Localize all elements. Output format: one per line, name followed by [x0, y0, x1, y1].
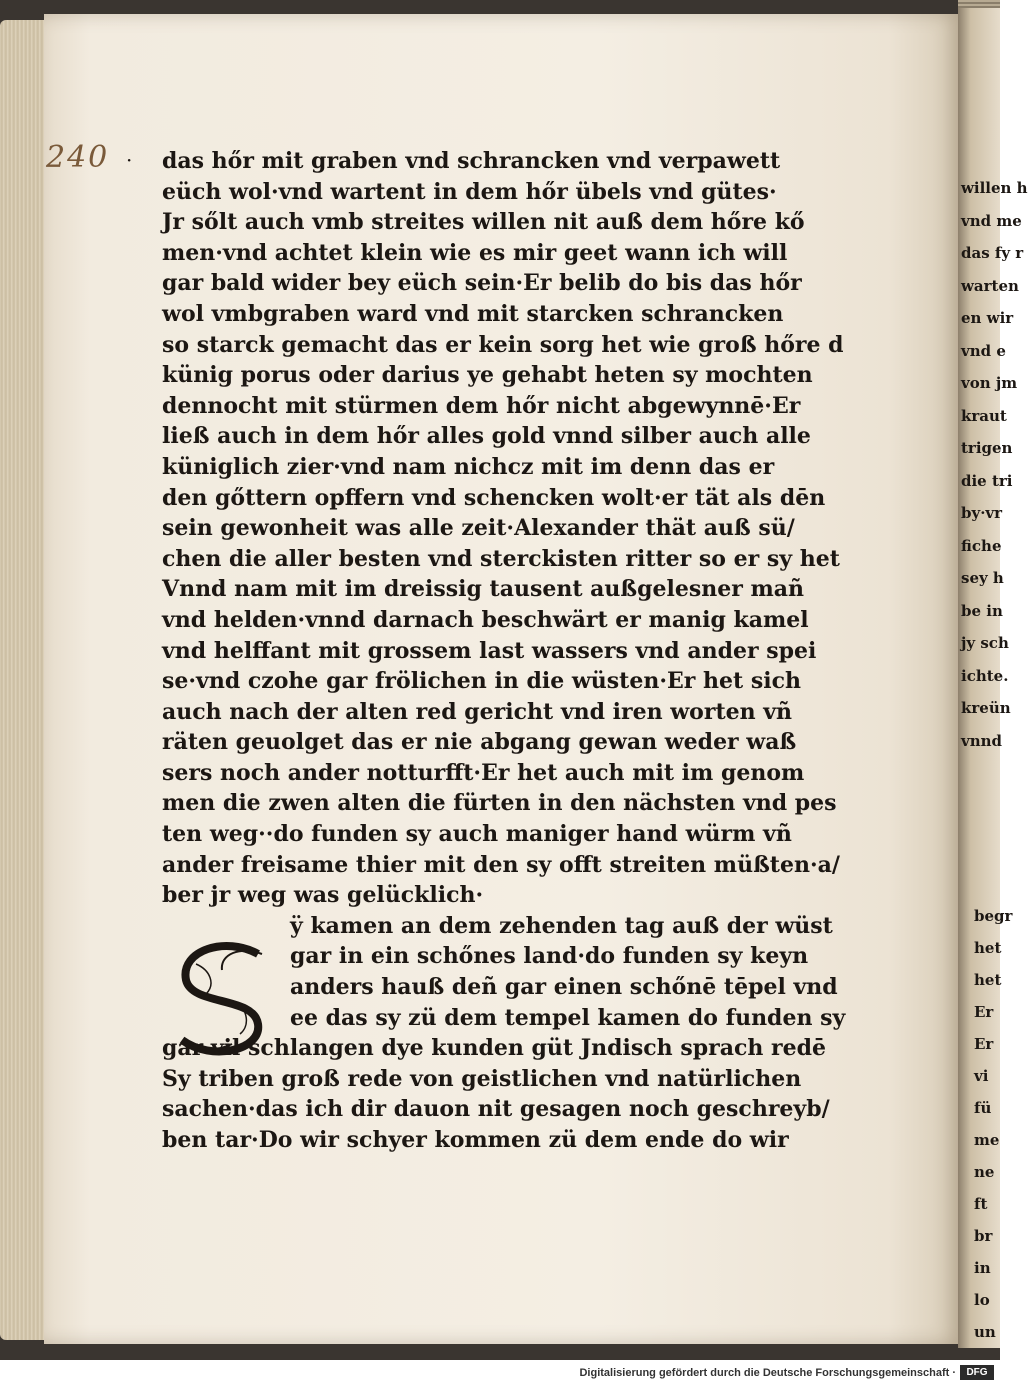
facing-text-line: by·vr [961, 504, 1003, 522]
text-line: vnd helden·vnnd darnach beschwärt er manig kamel [162, 606, 809, 633]
folio-dot: · [126, 148, 133, 172]
facing-text-line: vnd e [961, 341, 1006, 360]
facing-text-line: be in [961, 601, 1003, 620]
page-body-text [162, 146, 846, 1156]
facing-text-line: het [974, 939, 1002, 957]
text-line: Vnnd nam mit im dreissig tausent außgelesner mañ [162, 576, 805, 603]
text-line: ließ auch in dem hőr alles gold vnnd silber auch alle [162, 423, 811, 450]
facing-text-line: br [974, 1227, 993, 1245]
facing-text-line: ichte. [961, 666, 1009, 685]
facing-text-line: kraut [961, 406, 1007, 425]
text-line: ee das sy zü dem tempel kamen do funden sy [290, 1004, 846, 1031]
text-line: ÿ kamen an dem zehenden tag auß der wüst [290, 912, 833, 939]
facing-text-line: Er [974, 1003, 994, 1021]
facing-text-line: begr [974, 907, 1013, 925]
facing-text-line: fü [974, 1099, 992, 1117]
footer-bar [0, 1360, 1000, 1387]
text-line: se·vnd czohe gar frölichen in die wüsten·Er het sich [162, 668, 801, 695]
facing-text-line: in [974, 1259, 991, 1277]
text-line: dennocht mit stürmen dem hőr nicht abgewynnē·Er [162, 392, 801, 419]
text-line: sachen·das ich dir dauon nit gesagen noch geschreyb/ [162, 1096, 830, 1123]
text-line: ten weg··do funden sy auch maniger hand würm vñ [162, 821, 792, 848]
funding-credit: Digitalisierung gefördert durch die Deutsche Forschungsgemeinschaft · [579, 1367, 956, 1379]
text-line: küniglich zier·vnd nam nichcz mit im denn das er [162, 453, 775, 480]
facing-page-text-lower [974, 900, 1013, 1348]
facing-text-line: ne [974, 1163, 995, 1181]
text-line: ander freisame thier mit den sy offt streiten müßten·a/ [162, 851, 840, 878]
facing-text-line: het [974, 971, 1002, 989]
text-line: sein gewonheit was alle zeit·Alexander thät auß sü/ [162, 515, 795, 542]
facing-text-line: von jm [961, 374, 1018, 392]
text-line: anders hauß deñ gar einen schőnē tēpel vnd [290, 974, 838, 1001]
facing-text-line: kreün [961, 699, 1011, 717]
facing-text-line: un [974, 1323, 996, 1341]
facing-text-line: vnnd [961, 731, 1003, 750]
text-line: gar vil schlangen dye kunden güt Jndisch sprach redē [162, 1035, 826, 1062]
text-line: eüch wol·vnd wartent in dem hőr übels vnd gütes· [162, 178, 777, 205]
facing-text-line: Er [974, 1035, 994, 1053]
folio-number: 240 [46, 140, 110, 175]
facing-text-line: me [974, 1131, 1000, 1149]
text-line: künig porus oder darius ye gehabt heten sy mochten [162, 362, 813, 389]
facing-page-text [961, 172, 1028, 757]
text-line: räten geuolget das er nie abgang gewan weder waß [162, 729, 797, 756]
facing-text-line: das fy r [961, 244, 1024, 262]
facing-text-line: lo [974, 1291, 990, 1309]
facing-text-line: trigen [961, 439, 1013, 457]
text-line: ben tar·Do wir schyer kommen zü dem ende do wir [162, 1127, 789, 1153]
facing-text-line: fiche [961, 536, 1002, 555]
text-line: men die zwen alten die fürten in den nächsten vnd pes [162, 790, 837, 817]
facing-text-line: vnd me [961, 211, 1022, 230]
text-line: Jr sőlt auch vmb streites willen nit auß dem hőre kő [162, 209, 805, 236]
dfg-logo: DFG [960, 1365, 994, 1380]
text-line: das hőr mit graben vnd schrancken vnd verpawett [162, 148, 781, 174]
text-line: ber jr weg was gelücklich· [162, 882, 484, 909]
facing-text-line: sey h [961, 569, 1004, 587]
text-line: so starck gemacht das er kein sorg het wie groß hőre d [162, 331, 844, 358]
left-page-edges [0, 20, 48, 1340]
text-line: men·vnd achtet klein wie es mir geet wann ich will [162, 239, 788, 266]
text-line: chen die aller besten vnd sterckisten ritter so er sy het [162, 545, 840, 572]
facing-text-line: vi [974, 1067, 989, 1085]
text-line: sers noch ander notturfft·Er het auch mit im genom [162, 759, 805, 786]
facing-text-line: en wir [961, 309, 1014, 327]
text-line: Sy triben groß rede von geistlichen vnd natürlichen [162, 1065, 802, 1092]
text-line: auch nach der alten red gericht vnd iren worten vñ [162, 698, 793, 725]
text-line: vnd helffant mit grossem last wassers vnd ander spei [162, 637, 817, 664]
facing-text-line: jy sch [961, 634, 1009, 652]
facing-text-line: willen h [961, 179, 1028, 197]
text-line: gar in ein schőnes land·do funden sy keyn [290, 943, 809, 970]
facing-text-line: ft [974, 1195, 988, 1213]
text-line: gar bald wider bey eüch sein·Er belib do bis das hőr [162, 270, 802, 297]
facing-text-line: die tri [961, 471, 1013, 490]
text-line: wol vmbgraben ward vnd mit starcken schrancken [162, 300, 784, 327]
text-line: den gőttern opffern vnd schencken wolt·er tät als dēn [162, 484, 826, 511]
facing-text-line: warten [961, 276, 1019, 295]
